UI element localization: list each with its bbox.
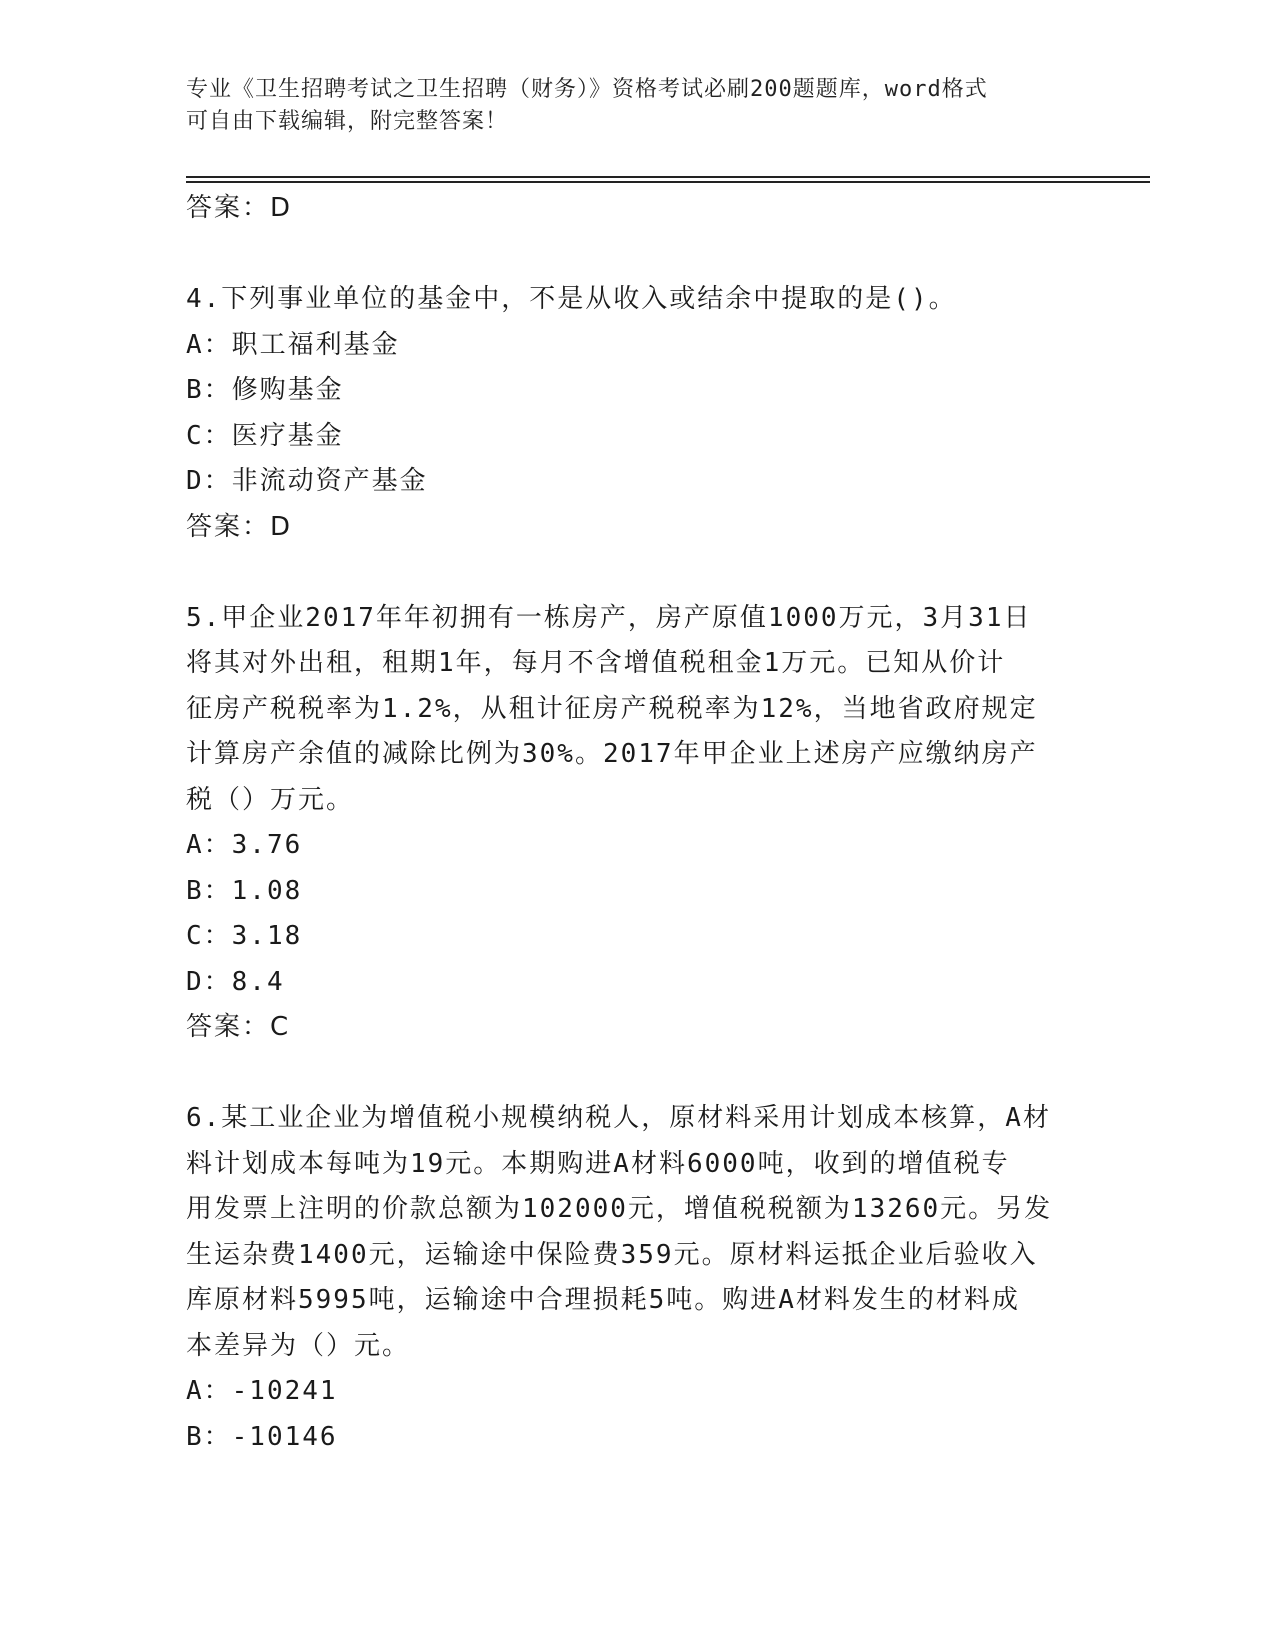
option-b: B：修购基金	[186, 375, 344, 405]
answer-line: 答案：D	[186, 511, 293, 542]
question-stem-line: 5.甲企业2017年年初拥有一栋房产，房产原值1000万元，3月31日	[186, 602, 1032, 633]
question-6	[186, 1096, 1086, 1460]
question-4	[186, 277, 1086, 550]
spacer	[186, 232, 1086, 278]
answer-line: 答案：D	[186, 193, 293, 223]
question-5	[186, 596, 1086, 1051]
option-c: C：医疗基金	[186, 420, 344, 451]
spacer	[186, 550, 1086, 596]
header-rule-top	[186, 176, 1150, 178]
answer-line: 答案：C	[186, 1012, 291, 1042]
question-stem: 4.下列事业单位的基金中，不是从收入或结余中提取的是()。	[186, 284, 957, 314]
option-b: B：1.08	[186, 875, 303, 906]
option-b: B：-10146	[186, 1421, 338, 1452]
question-stem-line: 税（）万元。	[186, 784, 355, 815]
question-stem-line: 生运杂费1400元，运输途中保险费359元。原材料运抵企业后验收入	[186, 1239, 1038, 1270]
header-rule-bottom	[186, 181, 1150, 183]
page-header	[186, 74, 1066, 138]
document-body	[186, 186, 1086, 1460]
question-stem-line: 将其对外出租，租期1年，每月不含增值税租金1万元。已知从价计	[186, 648, 1006, 678]
option-c: C：3.18	[186, 921, 303, 951]
question-stem-line: 6.某工业企业为增值税小规模纳税人，原材料采用计划成本核算，A材	[186, 1103, 1051, 1133]
question-stem-line: 本差异为（）元。	[186, 1330, 411, 1361]
option-d: D：非流动资产基金	[186, 466, 428, 496]
option-a: A：职工福利基金	[186, 329, 400, 360]
question-stem-line: 料计划成本每吨为19元。本期购进A材料6000吨，收到的增值税专	[186, 1148, 1010, 1179]
header-line-1: 专业《卫生招聘考试之卫生招聘（财务）》资格考试必刷200题题库，word格式	[186, 77, 988, 102]
question-stem-line: 用发票上注明的价款总额为102000元，增值税税额为13260元。另发	[186, 1194, 1053, 1224]
question-stem-line: 计算房产余值的减除比例为30%。2017年甲企业上述房产应缴纳房产	[186, 739, 1038, 769]
header-line-2: 可自由下载编辑，附完整答案！	[186, 109, 509, 134]
option-d: D：8.4	[186, 966, 285, 997]
question-stem-line: 库原材料5995吨，运输途中合理损耗5吨。购进A材料发生的材料成	[186, 1285, 1020, 1315]
spacer	[186, 1051, 1086, 1097]
option-a: A：-10241	[186, 1376, 338, 1406]
question-stem-line: 征房产税税率为1.2%，从租计征房产税税率为12%，当地省政府规定	[186, 693, 1038, 724]
option-a: A：3.76	[186, 830, 303, 860]
